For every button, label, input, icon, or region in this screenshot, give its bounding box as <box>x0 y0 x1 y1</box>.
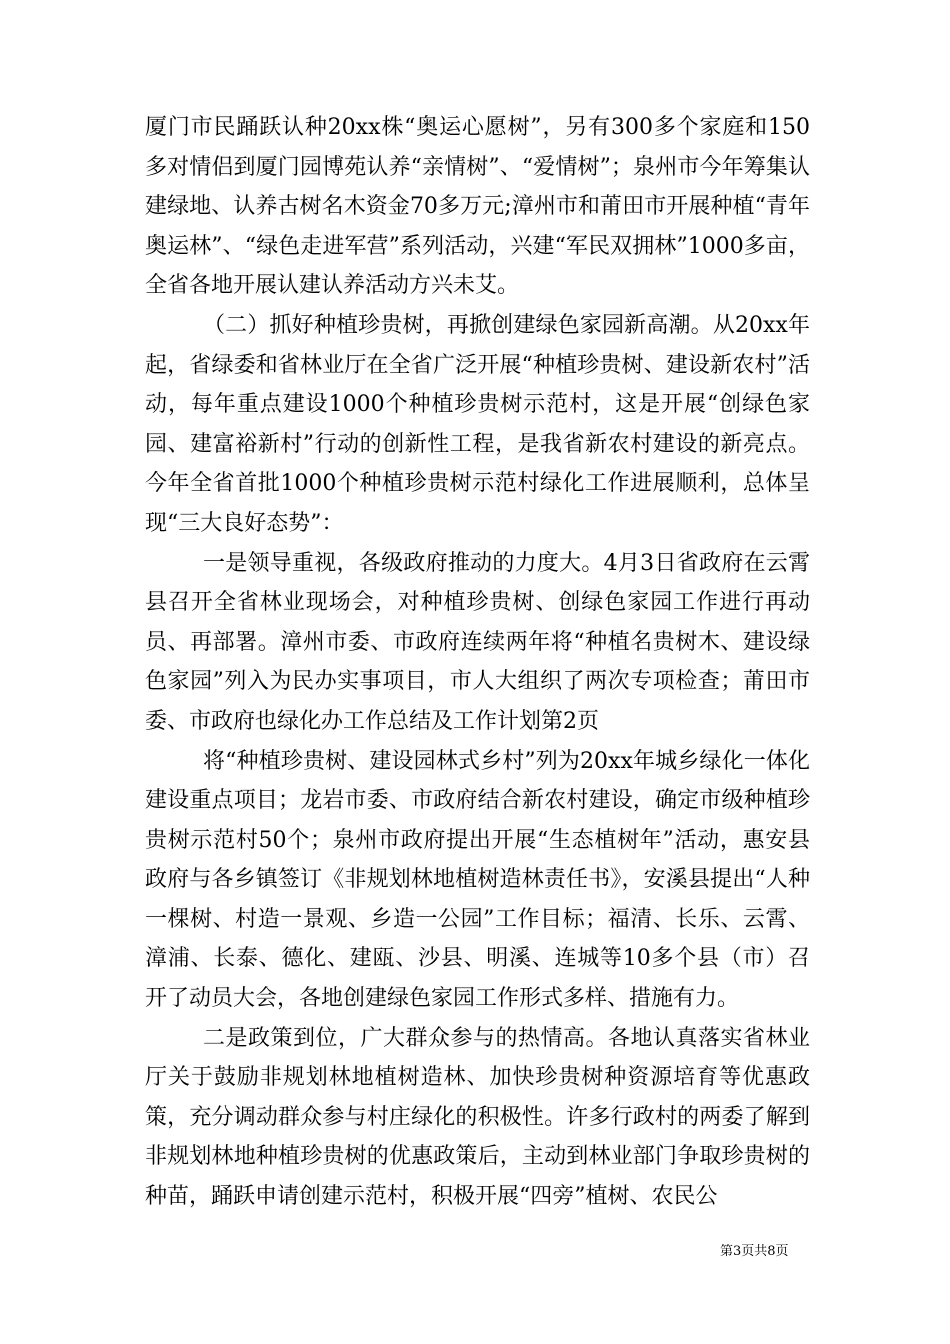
paragraph-2: （二）抓好种植珍贵树，再掀创建绿色家园新高潮。从20xx年起，省绿委和省林业厅在全省广泛开展“种植珍贵树、建设新农村”活动，每年重点建设1000个种植珍贵树示范村，这是开展“创绿色家园、建富裕新村”行动的创新性工程，是我省新农村建设的新亮点。今年全省首批1000个种植珍贵树示范村绿化工作进展顺利，总体呈现“三大良好态势”： <box>145 312 810 536</box>
paragraph-5: 二是政策到位，广大群众参与的热情高。各地认真落实省林业厅关于鼓励非规划林地植树造林、加快珍贵树种资源培育等优惠政策，充分调动群众参与村庄绿化的积极性。许多行政村的两委了解到非规划林地种植珍贵树的优惠政策后，主动到林业部门争取珍贵树的种苗，踊跃申请创建示范村，积极开展“四旁”植树、农民公 <box>145 1025 810 1210</box>
paragraph-3: 一是领导重视，各级政府推动的力度大。4月3日省政府在云霄县召开全省林业现场会，对种植珍贵树、创绿色家园工作进行再动员、再部署。漳州市委、市政府连续两年将“种植名贵树木、建设绿色家园”列入为民办实事项目，市人大组织了两次专项检查；莆田市委、市政府也绿化办工作总结及工作计划第2页 <box>145 550 810 734</box>
document-body <box>145 108 810 1217</box>
paragraph-4: 将“种植珍贵树、建设园林式乡村”列为20xx年城乡绿化一体化建设重点项目；龙岩市委、市政府结合新农村建设，确定市级种植珍贵树示范村50个；泉州市政府提出开展“生态植树年”活动，惠安县政府与各乡镇签订《非规划林地植树造林责任书》，安溪县提出“人种一棵树、村造一景观、乡造一公园”工作目标；福清、长乐、云霄、漳浦、长泰、德化、建瓯、沙县、明溪、连城等10多个县（市）召开了动员大会，各地创建绿色家园工作形式多样、措施有力。 <box>145 748 810 1012</box>
paragraph-1: 厦门市民踊跃认种20xx株“奥运心愿树”，另有300多个家庭和150多对情侣到厦门园博苑认养“亲情树”、“爱情树”；泉州市今年筹集认建绿地、认养古树名木资金70多万元;漳州市和莆田市开展种植“青年奥运林”、“绿色走进军营”系列活动，兴建“军民双拥林”1000多亩，全省各地开展认建认养活动方兴未艾。 <box>145 115 810 299</box>
page-number-footer: 第3页共8页 <box>720 1244 789 1259</box>
